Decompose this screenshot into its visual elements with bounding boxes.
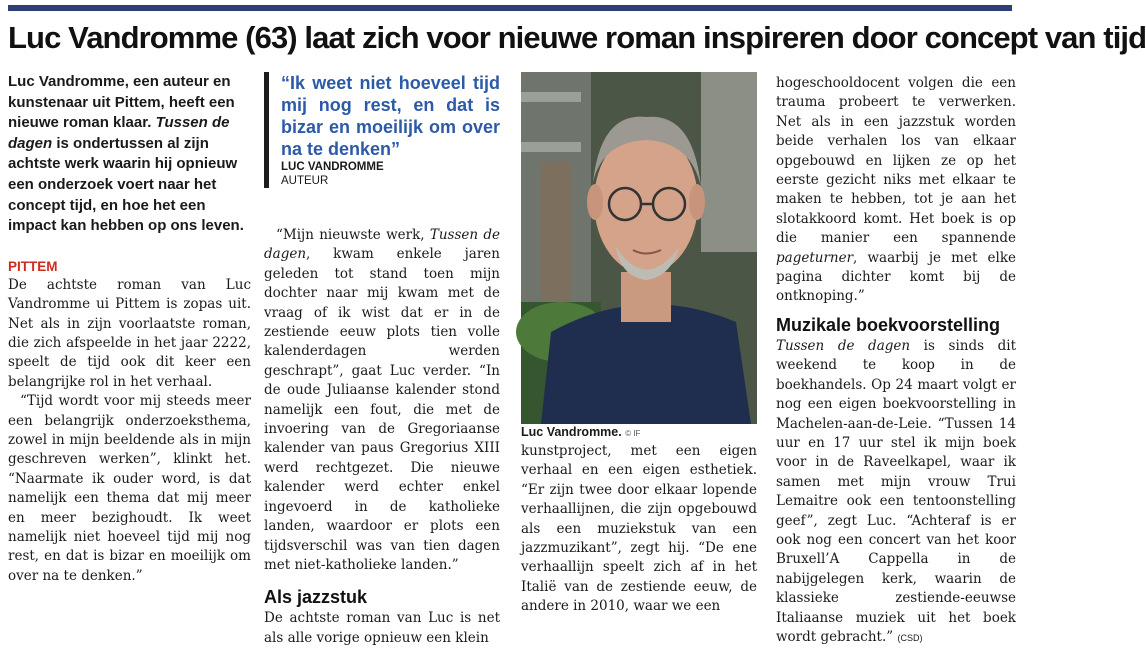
column-4 bbox=[776, 74, 1016, 648]
book-title: Tussen de dagen bbox=[776, 337, 911, 354]
body-paragraph: Tussen de dagen is sinds dit weekend te koop in de boekhandels. Op 24 maart volgt er nog een eigen boekvoorstelling in Machelen-aan-de-Leie. “Tussen 14 uur en 17 uur stel ik mijn boek voor in de Raveelkapel, waar ik samen met mijn vrouw Trui Lemaitre ook een tentoonstelling geef”, zegt Luc. “Achteraf is er ook nog een concert van het koor Bruxell’A Cappella in de nabijgelegen kerk, waarin de klassieke zestiende-eeuwse Italiaanse muziek uit het boek wordt gebracht.” (CSD) bbox=[776, 337, 1017, 645]
book-title: Tussen de dagen bbox=[8, 114, 230, 152]
dateline: PITTEM bbox=[8, 258, 58, 274]
emphasis: pageturner bbox=[776, 249, 854, 266]
subheading: Als jazzstuk bbox=[264, 587, 368, 608]
pull-quote-name: LUC VANDROMME bbox=[281, 161, 384, 173]
body-paragraph: “Mijn nieuwste werk, Tussen de dagen, kwam enkele jaren geleden tot stand toen mijn dochter naar mij kwam met de vraag of ik wist dat er in de zestiende eeuw plots tien volle kalenderdagen werden geschrapt”, gaat Luc verder. “In de oude Juliaanse kalender stond namelijk een fout, die met de invoering van de Gregoriaanse kalender van paus Gregorius XIII werd rechtgezet. Die nieuwe kalender werd echter enkel ingevoerd in de katholieke landen, waardoor er plots een tijdsverschil was van tien dagen met niet-katholieke landen.” bbox=[264, 227, 500, 573]
lead-paragraph: Luc Vandromme, een auteur en kunstenaar uit Pittem, heeft een nieuwe roman klaar. Tussen de dagen is ondertussen al zijn achtste werk waarin hij opnieuw een onderzoek voert naar het concept tijd, en hoe het een impact kan hebben op ons leven. bbox=[8, 73, 244, 235]
book-title: Tussen de dagen bbox=[264, 227, 500, 263]
author-photo bbox=[521, 72, 757, 424]
column-2 bbox=[264, 72, 500, 648]
body-paragraph: kunstproject, met een eigen verhaal en een eigen esthetiek. “Er zijn twee door elkaar lopende verhaallijnen, die zijn opgebouwd als een muziekstuk van een jazzmuzikant”, zegt hij. “De ene verhaallijn speelt zich af in het Italië van de zestiende eeuw, de andere in 2010, waar we een bbox=[521, 443, 757, 615]
body-paragraph: De achtste roman van Luc is net als alle vorige opnieuw een klein bbox=[264, 610, 500, 646]
column-1 bbox=[8, 72, 251, 586]
author-signature: (CSD) bbox=[897, 632, 923, 643]
photo-credit: © IF bbox=[625, 429, 641, 438]
headline: Luc Vandromme (63) laat zich voor nieuwe roman inspireren door concept van tijd bbox=[8, 20, 1146, 55]
top-rule bbox=[8, 5, 1012, 11]
subheading: Muzikale boekvoorstelling bbox=[776, 314, 1001, 335]
pull-quote-text: “Ik weet niet hoeveel tijd mij nog rest, en dat is bizar en moeilijk om over na te denken” bbox=[281, 73, 500, 159]
pull-quote-role: AUTEUR bbox=[281, 175, 329, 187]
portrait-illustration bbox=[521, 72, 757, 424]
photo-caption: Luc Vandromme. © IF bbox=[521, 425, 641, 439]
body-paragraph: De achtste roman van Luc Vandromme ui Pittem is zopas uit. Net als in zijn voorlaatste roman, die zich afspeelde in het jaar 2222, speelt de tijd ook dit keer een belangrijke rol in het verhaal. bbox=[8, 276, 251, 390]
column-3 bbox=[521, 72, 757, 617]
body-paragraph: hogeschooldocent volgen die een trauma probeert te verwerken. Net als in een jazzstuk worden beide verhalen los van elkaar opgebouwd en lijken ze op het eerste gezicht niks met elkaar te maken te hebben, tot je aan het slotakkoord komt. Het boek is op die manier een spannende pageturner, waarbij je met elke pagina dichter komt bij de ontknoping.” bbox=[776, 75, 1016, 305]
pull-quote bbox=[264, 72, 500, 188]
body-paragraph: “Tijd wordt voor mij steeds meer een belangrijk onderzoeksthema, zowel in mijn beeldende als in mijn geschreven werken”, klinkt het. “Naarmate ik ouder word, is dat namelijk een thema dat mij meer en meer bezighoudt. Ik weet namelijk niet hoeveel tijd mij nog rest, en dat is bizar en moeilijk om over na te denken.” bbox=[8, 393, 251, 584]
